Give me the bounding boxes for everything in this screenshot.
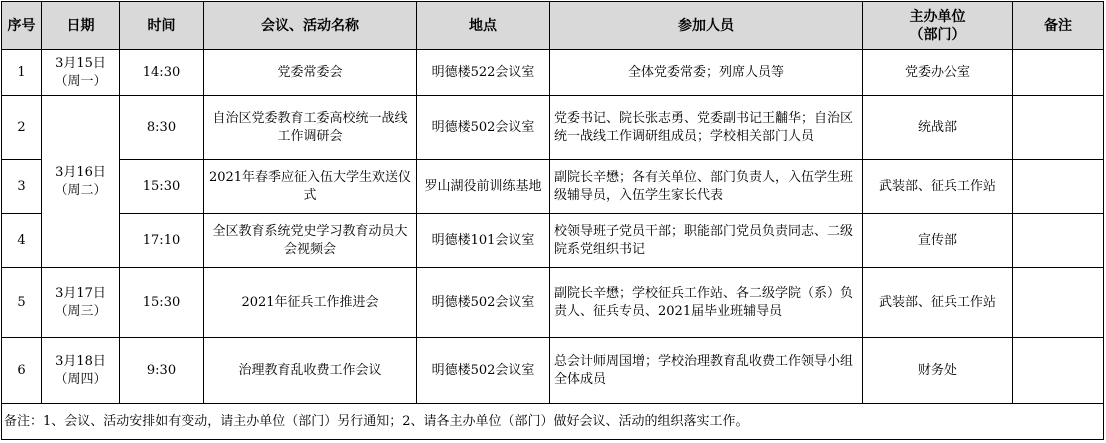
header-remarks: 备注 <box>1013 2 1104 50</box>
cell-index: 2 <box>2 96 42 160</box>
cell-index: 5 <box>2 268 42 338</box>
cell-name: 2021年征兵工作推进会 <box>204 268 417 338</box>
header-time: 时间 <box>120 2 204 50</box>
table-row <box>2 96 1104 160</box>
cell-name: 全区教育系统党史学习教育动员大会视频会 <box>204 214 417 268</box>
cell-location: 明德楼101会议室 <box>417 214 550 268</box>
cell-organizer: 党委办公室 <box>863 50 1013 96</box>
header-date: 日期 <box>42 2 120 50</box>
cell-participants: 全体党委常委；列席人员等 <box>550 50 863 96</box>
cell-location: 明德楼502会议室 <box>417 338 550 404</box>
cell-name: 治理教育乱收费工作会议 <box>204 338 417 404</box>
cell-date: 3月15日 （周一） <box>42 50 120 96</box>
table-row <box>2 214 1104 268</box>
cell-time: 15:30 <box>120 268 204 338</box>
cell-location: 罗山湖役前训练基地 <box>417 160 550 214</box>
header-name: 会议、活动名称 <box>204 2 417 50</box>
cell-organizer: 武装部、征兵工作站 <box>863 268 1013 338</box>
cell-participants: 副院长辛懋；学校征兵工作站、各二级学院（系）负责人、征兵专员、2021届毕业班辅导员 <box>550 268 863 338</box>
cell-participants: 副院长辛懋；各有关单位、部门负责人，入伍学生班级辅导员，入伍学生家长代表 <box>550 160 863 214</box>
cell-organizer: 武装部、征兵工作站 <box>863 160 1013 214</box>
cell-participants: 党委书记、院长张志勇、党委副书记王黼华；自治区统一战线工作调研组成员；学校相关部门人员 <box>550 96 863 160</box>
footnote: 备注：1、会议、活动安排如有变动，请主办单位（部门）另行通知；2、请各主办单位（部门）做好会议、活动的组织落实工作。 <box>2 404 1104 440</box>
cell-remarks <box>1013 96 1104 160</box>
cell-time: 9:30 <box>120 338 204 404</box>
cell-index: 4 <box>2 214 42 268</box>
cell-name: 2021年春季应征入伍大学生欢送仪式 <box>204 160 417 214</box>
cell-index: 1 <box>2 50 42 96</box>
header-row <box>2 2 1104 50</box>
cell-time: 14:30 <box>120 50 204 96</box>
cell-remarks <box>1013 268 1104 338</box>
cell-date: 3月18日 （周四） <box>42 338 120 404</box>
cell-name: 自治区党委教育工委高校统一战线工作调研会 <box>204 96 417 160</box>
cell-location: 明德楼522会议室 <box>417 50 550 96</box>
cell-date: 3月16日 （周二） <box>42 96 120 268</box>
table-row <box>2 160 1104 214</box>
header-participants: 参加人员 <box>550 2 863 50</box>
cell-participants: 校领导班子党员干部；职能部门党员负责同志、二级院系党组织书记 <box>550 214 863 268</box>
cell-remarks <box>1013 214 1104 268</box>
cell-location: 明德楼502会议室 <box>417 96 550 160</box>
cell-remarks <box>1013 50 1104 96</box>
cell-time: 17:10 <box>120 214 204 268</box>
cell-organizer: 宣传部 <box>863 214 1013 268</box>
cell-remarks <box>1013 338 1104 404</box>
cell-index: 3 <box>2 160 42 214</box>
cell-participants: 总会计师周国增；学校治理教育乱收费工作领导小组全体成员 <box>550 338 863 404</box>
header-organizer: 主办单位 （部门） <box>863 2 1013 50</box>
cell-location: 明德楼502会议室 <box>417 268 550 338</box>
cell-organizer: 统战部 <box>863 96 1013 160</box>
footnote-row <box>2 404 1104 440</box>
cell-organizer: 财务处 <box>863 338 1013 404</box>
header-index: 序号 <box>2 2 42 50</box>
table-row <box>2 268 1104 338</box>
cell-name: 党委常委会 <box>204 50 417 96</box>
cell-index: 6 <box>2 338 42 404</box>
header-location: 地点 <box>417 2 550 50</box>
table-row <box>2 338 1104 404</box>
schedule-table <box>1 1 1104 440</box>
cell-time: 8:30 <box>120 96 204 160</box>
cell-time: 15:30 <box>120 160 204 214</box>
table-row <box>2 50 1104 96</box>
cell-remarks <box>1013 160 1104 214</box>
cell-date: 3月17日 （周三） <box>42 268 120 338</box>
